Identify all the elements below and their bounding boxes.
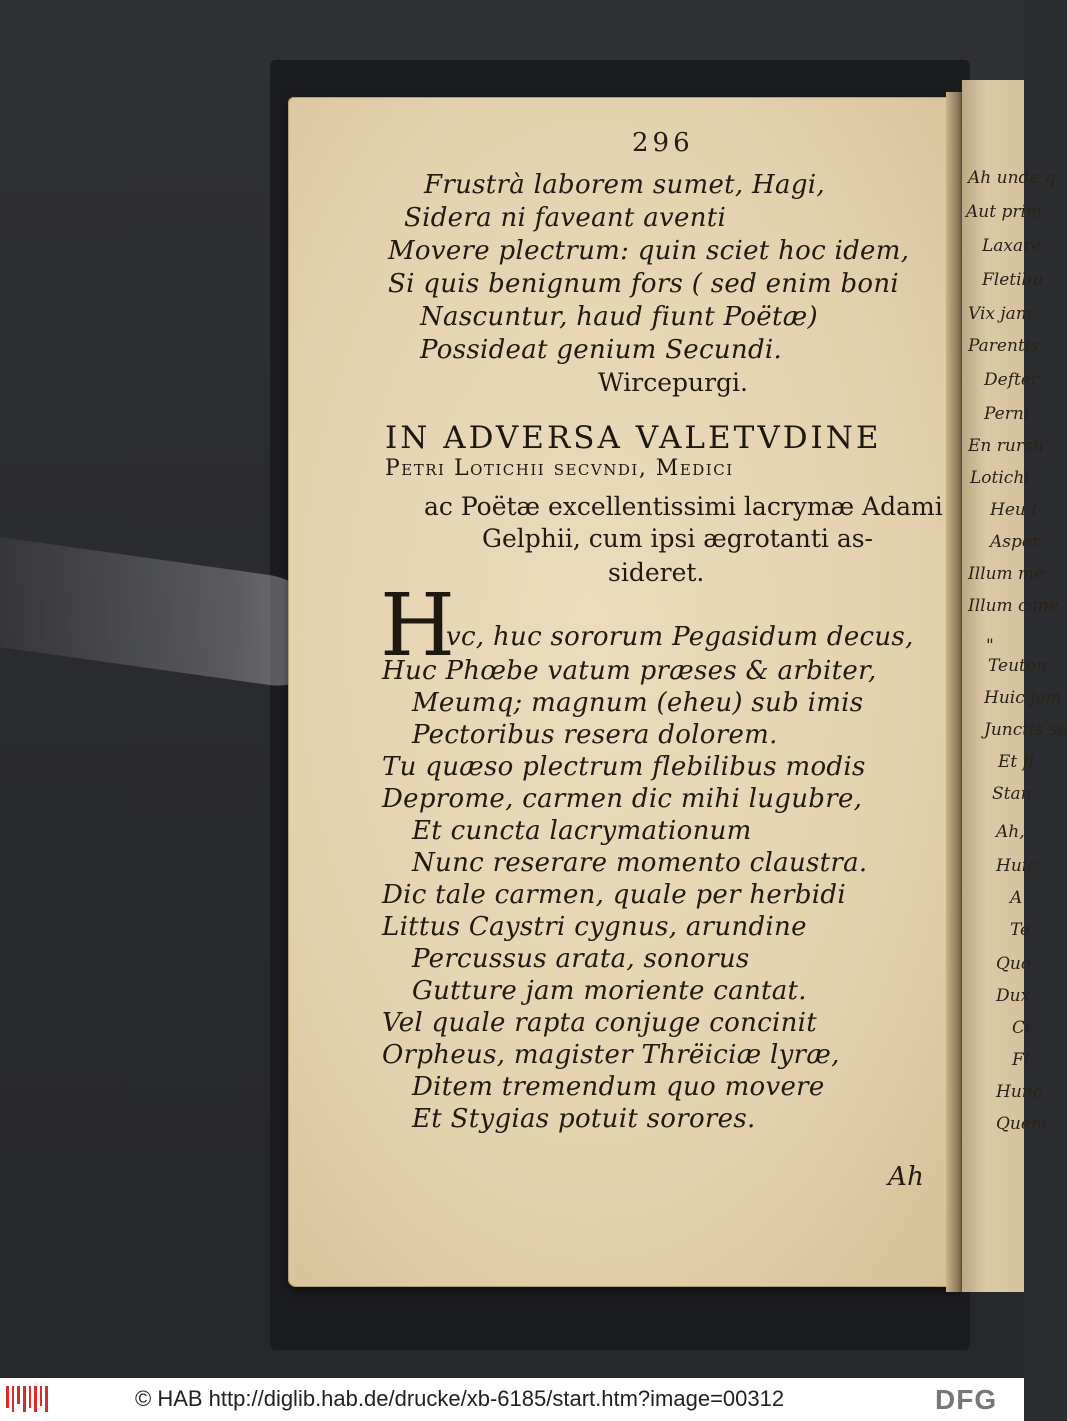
fragment-line: Illum cane	[968, 596, 1059, 616]
fragment-line: Stan	[992, 784, 1032, 804]
fragment-line: Parentis	[968, 336, 1039, 356]
fragment-line: Dux	[996, 986, 1031, 1006]
verse-line: Percussus arata, sonorus	[412, 944, 750, 974]
verse-line: Meumq; magnum (eheu) sub imis	[412, 688, 864, 718]
fragment-line: Quem	[996, 1114, 1048, 1134]
verse-line: Huc Phœbe vatum præses & arbiter,	[382, 656, 877, 686]
verse-line: Orpheus, magister Thrëiciæ lyræ,	[382, 1040, 840, 1070]
heading-line: sideret.	[608, 558, 705, 587]
verse-line: Ditem tremendum quo movere	[412, 1072, 825, 1102]
page-number: 296	[632, 128, 694, 158]
verse-line: Deprome, carmen dic mihi lugubre,	[382, 784, 863, 814]
verse-line: Nascuntur, haud fiunt Poëtæ)	[420, 302, 818, 332]
fragment-line: Aut prim	[966, 202, 1043, 222]
fragment-line: Perni	[984, 404, 1030, 424]
fragment-line: Hunc	[996, 1082, 1043, 1102]
fragment-line: Teuton	[988, 656, 1048, 676]
fragment-line: Fletibu	[982, 270, 1044, 290]
section-heading: IN ADVERSA VALETVDINE	[385, 420, 882, 456]
fragment-line: Laxare	[982, 236, 1042, 256]
fragment-line: Ci	[1012, 1018, 1031, 1038]
fragment-line: "	[986, 636, 994, 656]
fragment-line: Quo	[996, 954, 1032, 974]
verse-line: Et Stygias potuit sorores.	[412, 1104, 756, 1134]
verse-line: Vel quale rapta conjuge concinit	[382, 1008, 818, 1038]
fragment-line: Fl	[1012, 1050, 1030, 1070]
fragment-line: Te	[1010, 920, 1031, 940]
verse-line: Et cuncta lacrymationum	[412, 816, 752, 846]
viewer-footer	[0, 1378, 1024, 1421]
fragment-line: Defter	[984, 370, 1040, 390]
section-subheading: Petri Lotichii secvndi, Medici	[385, 456, 734, 481]
verse-line: vc, huc sororum Pegasidum decus,	[446, 622, 914, 652]
fragment-line: Lotichi	[970, 468, 1030, 488]
facing-page-fragment	[962, 80, 1067, 1292]
fragment-line: Asper	[990, 532, 1041, 552]
verse-line: Frustrà laborem sumet, Hagi,	[424, 170, 825, 200]
fragment-line: A	[1010, 888, 1023, 908]
fragment-line: Ah,	[996, 822, 1025, 842]
heading-line: ac Poëtæ excellentissimi lacrymæ Adami	[424, 492, 943, 521]
fragment-line: Heu t	[990, 500, 1039, 520]
verse-line: Possideat genium Secundi.	[420, 335, 783, 365]
fragment-line: Ah unde q	[968, 168, 1056, 188]
footer-copyright-link[interactable]: © HAB http://diglib.hab.de/drucke/xb-6185/start.htm?image=00312	[135, 1386, 785, 1411]
heading-line: Gelphii, cum ipsi ægrotanti as-	[482, 524, 874, 553]
verse-line: Tu quæso plectrum flebilibus modis	[382, 752, 866, 782]
verse-line: Pectoribus resera dolorem.	[412, 720, 778, 750]
drop-capital: H	[380, 576, 455, 676]
fragment-line: En rursu	[968, 436, 1044, 456]
barcode-logo-icon	[6, 1386, 48, 1412]
fragment-line: Illum me	[968, 564, 1045, 584]
dfg-logo: DFG	[935, 1384, 998, 1415]
verse-line: Movere plectrum: quin sciet hoc idem,	[388, 236, 910, 266]
verse-line: Dic tale carmen, quale per herbidi	[382, 880, 846, 910]
fragment-line: Huic	[996, 856, 1037, 876]
fragment-line: Et fl	[998, 752, 1034, 772]
verse-line: Sidera ni faveant aventi	[404, 203, 727, 233]
verse-line: Gutture jam moriente cantat.	[412, 976, 807, 1006]
place-signature: Wircepurgi.	[598, 368, 748, 397]
verse-line: Littus Caystri cygnus, arundine	[382, 912, 807, 942]
fragment-line: Junctis se	[984, 720, 1067, 740]
catchword: Ah	[888, 1162, 925, 1192]
fragment-line: Huic jam	[984, 688, 1062, 708]
verse-line: Si quis benignum fors ( sed enim boni	[388, 269, 900, 299]
fragment-line: Vix jam	[968, 304, 1032, 324]
verse-line: Nunc reserare momento claustra.	[412, 848, 868, 878]
